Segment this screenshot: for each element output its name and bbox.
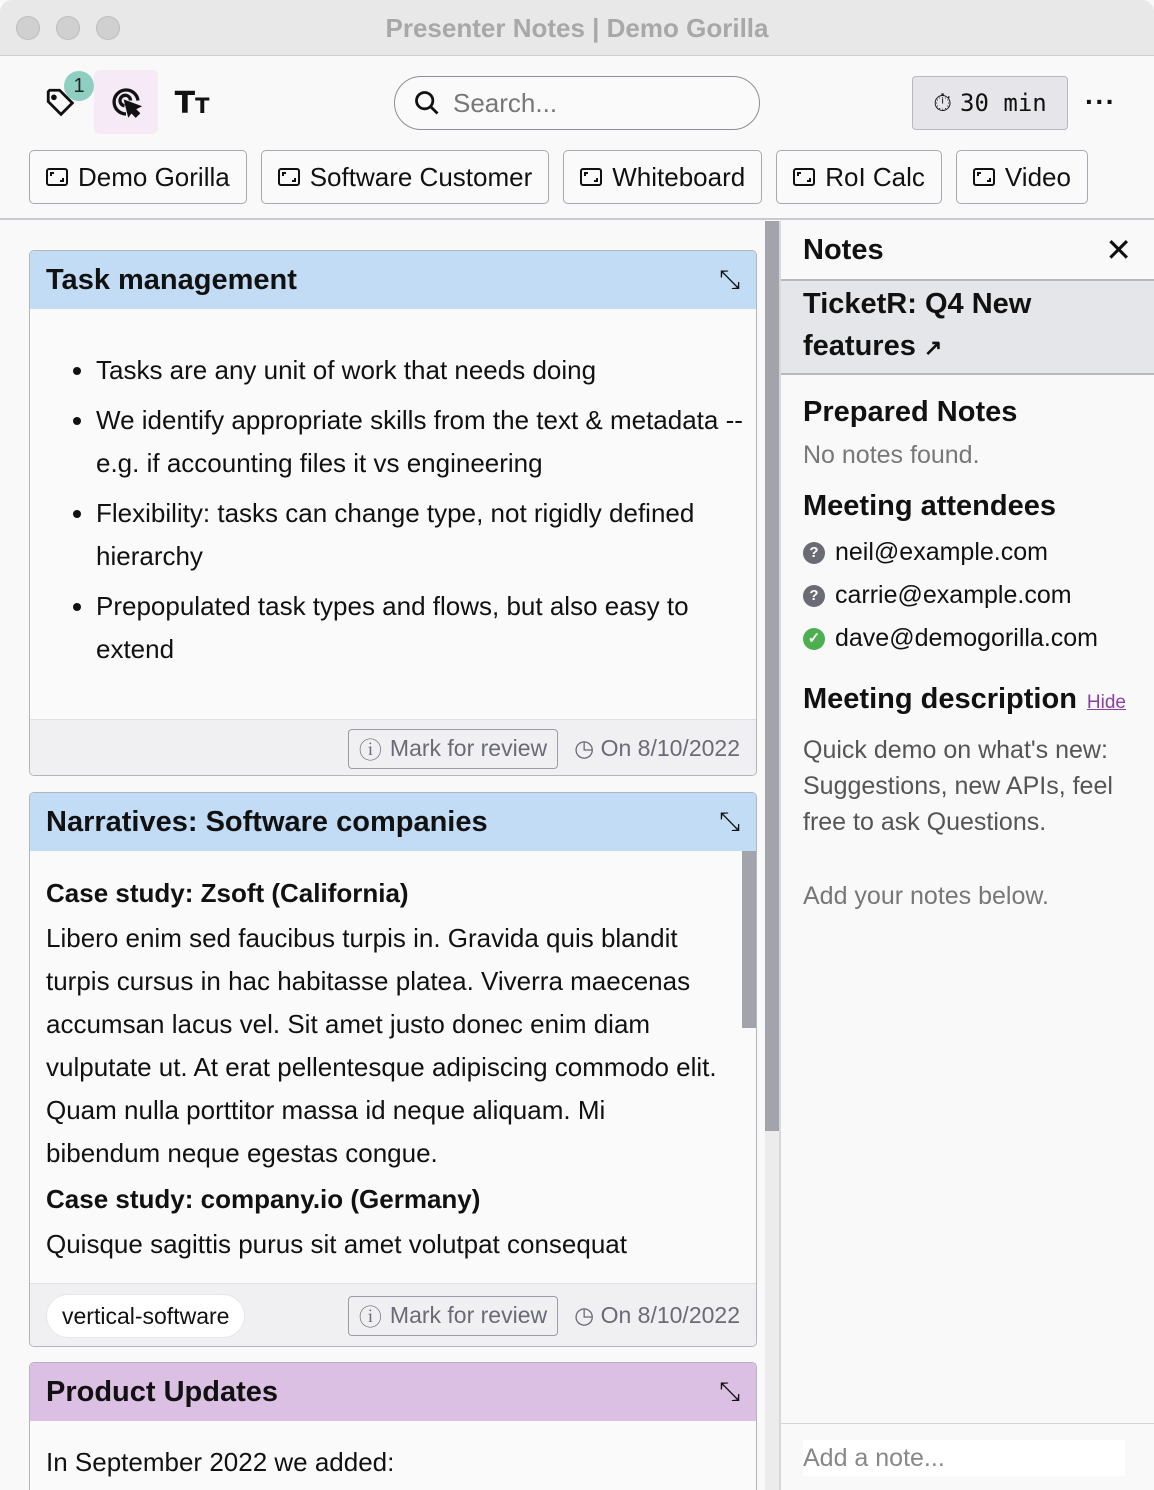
card-text: In September 2022 we added: [46, 1447, 395, 1477]
card-product-updates [29, 1362, 757, 1490]
slide-icon [278, 168, 300, 186]
slide-icon [46, 168, 68, 186]
scrollbar-thumb[interactable] [765, 221, 779, 1131]
attendee-item [803, 617, 1132, 660]
alert-circle-icon: ⓘ [358, 737, 382, 763]
mark-for-review-button[interactable] [348, 729, 558, 769]
list-item: • Flexibility: tasks can change type, not rigidly defined hierarchy [96, 492, 756, 578]
add-note-area [781, 1423, 1154, 1490]
section-heading: Case study: Zsoft (California) [46, 878, 409, 908]
slide-icon [973, 168, 995, 186]
question-icon: ? [803, 585, 825, 607]
check-circle-icon: ✓ [803, 628, 825, 650]
date-info [574, 1302, 740, 1329]
tab-whiteboard[interactable] [563, 150, 762, 204]
tab-label: RoI Calc [825, 161, 925, 192]
search-box[interactable] [394, 76, 760, 130]
section-text: Libero enim sed faucibus turpis in. Gravida quis blandit turpis cursus in hac habitasse platea. Viverra maecenas accumsan lacus vel. Sit amet justo donec enim diam vulputate ut. At erat pellentesque adipiscing commodo elit. Quam nulla porttitor massa id neque aliquam. Mi bibendum neque egestas congue. [46, 923, 717, 1168]
text-size-icon: TT [174, 85, 210, 121]
title-bar [0, 0, 1154, 56]
pointer-tool-button[interactable] [94, 70, 158, 134]
ticket-title[interactable] [781, 279, 1154, 375]
tab-label: Demo Gorilla [78, 161, 230, 192]
list-item: • Prepopulated task types and flows, but also easy to extend [96, 585, 756, 671]
card-header [30, 793, 756, 851]
notes-header [781, 221, 1154, 279]
text-size-button[interactable] [170, 82, 214, 124]
card-title: Task management [46, 263, 297, 296]
question-icon: ? [803, 542, 825, 564]
card-footer [30, 1283, 756, 1347]
card-title: Narratives: Software companies [46, 805, 488, 838]
tab-label: Whiteboard [612, 161, 746, 192]
card-footer [30, 719, 756, 776]
collapse-icon[interactable]: ⤡ [719, 806, 740, 836]
date-info [574, 735, 740, 762]
more-options-button[interactable]: ··· [1085, 86, 1116, 117]
clock-icon: ◷ [574, 1302, 595, 1328]
card-narratives [29, 792, 757, 1347]
tab-roi-calc[interactable] [776, 150, 942, 204]
window-title: Presenter Notes | Demo Gorilla [385, 13, 769, 43]
attendee-email: carrie@example.com [835, 581, 1072, 609]
deck-tabs [29, 150, 1088, 204]
notes-panel [781, 221, 1154, 1490]
card-scrollbar[interactable] [742, 851, 756, 1283]
clock-icon: ◷ [574, 735, 595, 761]
description-heading [803, 680, 1132, 722]
slide-icon [580, 168, 602, 186]
alert-circle-icon: ⓘ [358, 1304, 382, 1330]
tab-video[interactable] [956, 150, 1088, 204]
attendee-email: neil@example.com [835, 538, 1048, 566]
cards-scrollbar[interactable] [765, 221, 779, 1490]
tag-count-badge: 1 [64, 71, 94, 101]
attendees-heading: Meeting attendees [803, 490, 1056, 522]
search-input[interactable] [453, 88, 733, 119]
mark-for-review-button[interactable] [348, 1296, 558, 1336]
target-cursor-icon [108, 84, 144, 120]
tab-software-customer[interactable] [261, 150, 550, 204]
attendee-item [803, 574, 1132, 617]
notes-title: Notes [803, 233, 884, 266]
collapse-icon[interactable]: ⤡ [719, 1376, 740, 1406]
close-icon[interactable]: ✕ [1105, 232, 1132, 268]
no-notes-text: No notes found. [803, 441, 980, 469]
collapse-icon[interactable]: ⤡ [719, 264, 740, 294]
attendee-item [803, 531, 1132, 574]
timer-button[interactable] [912, 76, 1068, 130]
card-task-management [29, 250, 757, 776]
tab-label: Software Customer [309, 161, 533, 192]
stopwatch-icon: ⏱ [933, 89, 953, 117]
external-link-icon[interactable]: ↗ [923, 335, 943, 360]
card-body[interactable] [30, 851, 742, 1283]
meeting-description: Quick demo on what's new: Suggestions, new APIs, feel free to ask Questions. [803, 736, 1113, 836]
tag-chip[interactable]: vertical-software [46, 1294, 245, 1338]
slide-icon [793, 168, 815, 186]
mark-label: Mark for review [389, 735, 548, 761]
card-title: Product Updates [46, 1375, 279, 1408]
attendee-email: dave@demogorilla.com [835, 624, 1099, 652]
tab-demo-gorilla[interactable] [29, 150, 247, 204]
ticket-label: TicketR: Q4 New features [803, 288, 1032, 362]
mark-label: Mark for review [389, 1302, 548, 1328]
section-text: Quisque sagittis purus sit amet volutpat consequat [46, 1229, 627, 1259]
list-item: • We identify appropriate skills from the text & metadata -- e.g. if accounting files it vs engineering [96, 399, 756, 485]
add-notes-hint: Add your notes below. [803, 882, 1049, 910]
description-title: Meeting description [803, 683, 1077, 715]
search-icon [413, 89, 441, 117]
scrollbar-thumb[interactable] [742, 851, 756, 1028]
card-header [30, 251, 756, 309]
card-header [30, 1363, 756, 1421]
add-note-input[interactable] [803, 1440, 1125, 1476]
list-item: • Tasks are any unit of work that needs doing [96, 349, 756, 392]
bullet-list [30, 309, 756, 671]
cards-pane [0, 221, 765, 1490]
tab-label: Video [1004, 161, 1071, 192]
hide-description-link[interactable]: Hide [1086, 692, 1126, 713]
prepared-notes-heading: Prepared Notes [803, 396, 1018, 428]
date-label: On 8/10/2022 [600, 735, 740, 761]
section-heading: Case study: company.io (Germany) [46, 1184, 481, 1214]
timer-value: 30 min [960, 89, 1047, 117]
date-label: On 8/10/2022 [600, 1302, 740, 1328]
